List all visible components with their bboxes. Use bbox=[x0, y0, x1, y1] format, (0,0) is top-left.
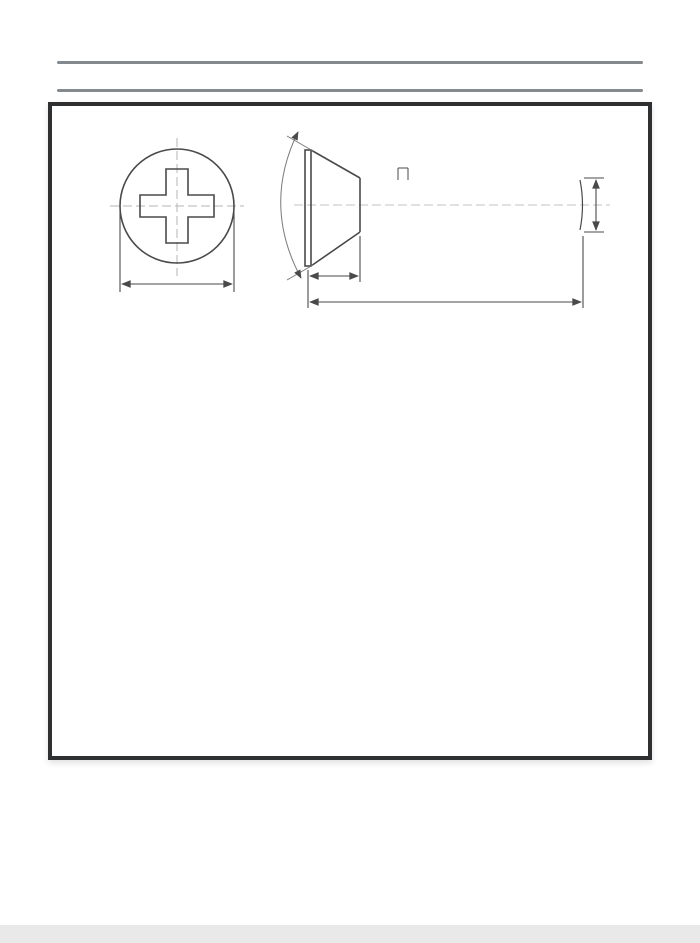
screw-diagram bbox=[54, 116, 646, 331]
info-row-2 bbox=[57, 64, 643, 89]
screw-diagram-svg bbox=[54, 116, 646, 326]
divider bbox=[57, 89, 643, 92]
side-view bbox=[294, 150, 610, 266]
length-dimension bbox=[310, 236, 583, 308]
k-dimension bbox=[308, 236, 360, 308]
top-view bbox=[110, 138, 244, 276]
angle-construction bbox=[281, 132, 313, 280]
page-header bbox=[0, 0, 700, 26]
info-row-1 bbox=[57, 36, 643, 61]
pitch-dimension bbox=[398, 168, 408, 180]
head-cone bbox=[311, 150, 360, 266]
product-info-section bbox=[57, 36, 643, 92]
head-face bbox=[305, 150, 311, 266]
technical-panel bbox=[48, 102, 652, 760]
